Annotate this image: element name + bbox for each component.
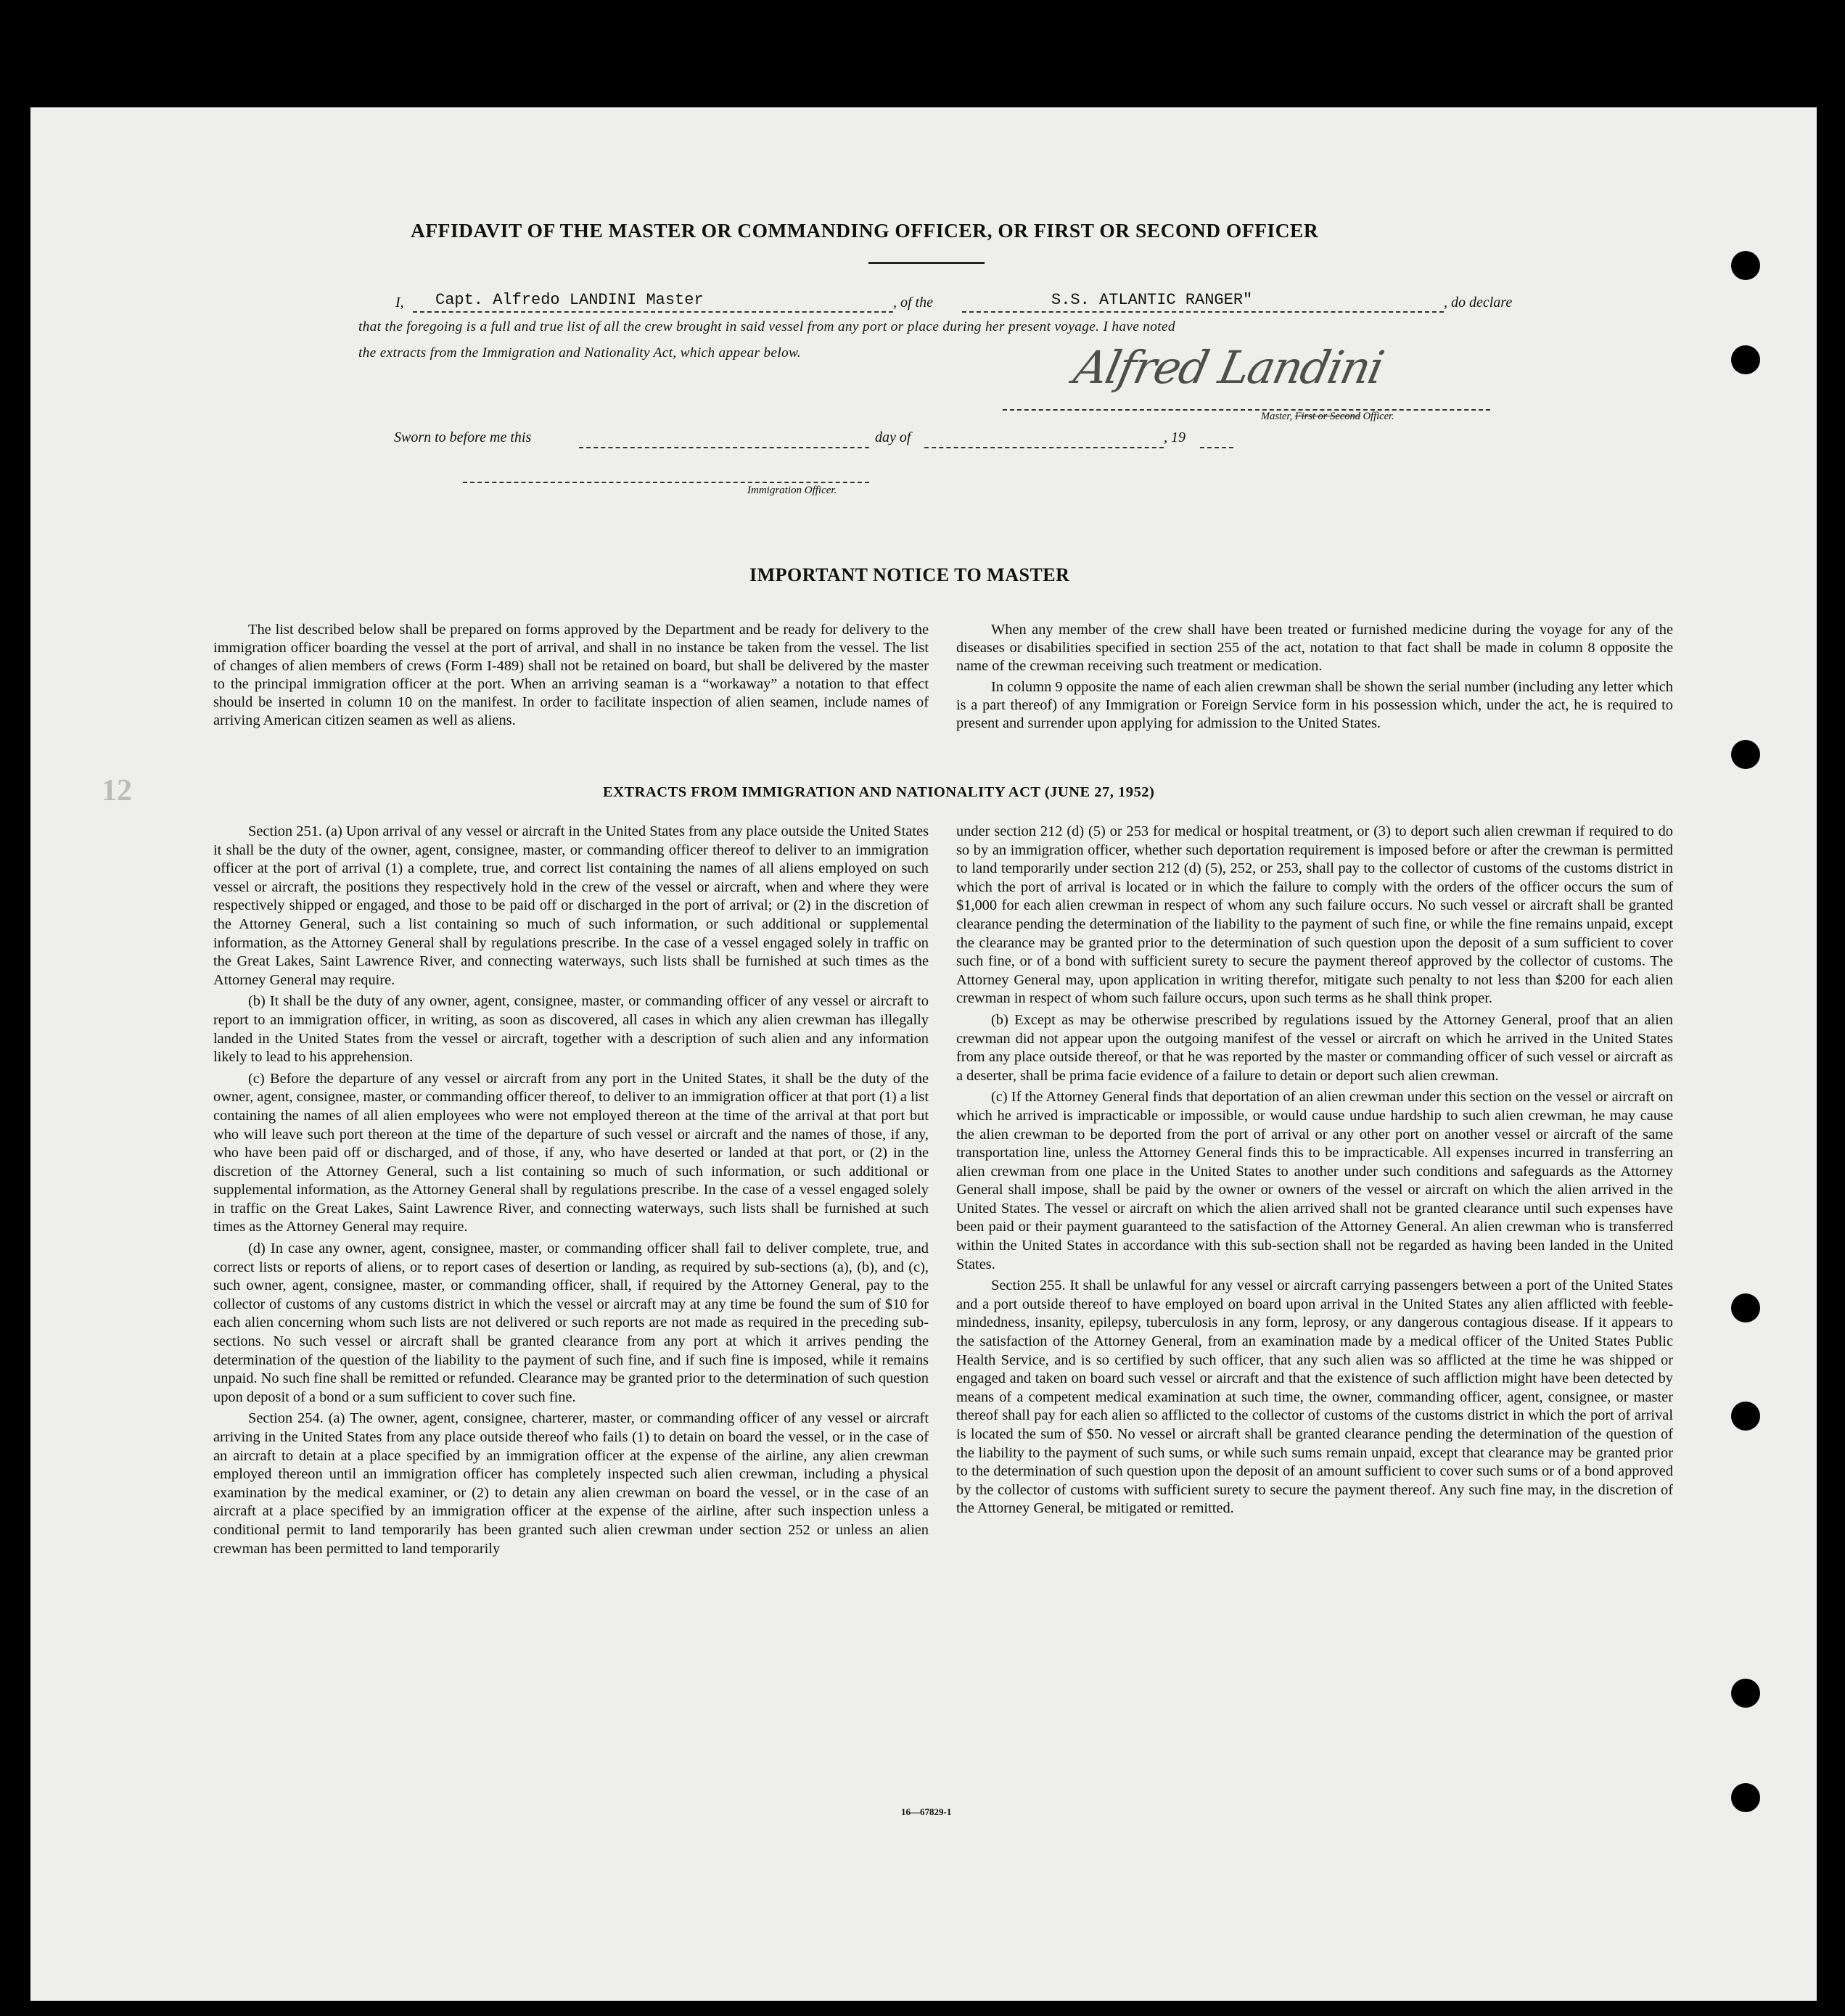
sworn-year-field (1200, 427, 1233, 448)
vessel-name: S.S. ATLANTIC RANGER" (1051, 291, 1253, 309)
punch-hole (1731, 1679, 1760, 1708)
signature-caption-struck: First or Second (1294, 411, 1360, 422)
notice-left-text (213, 621, 929, 733)
notice-right-paragraph-1: When any member of the crew shall have been treated or furnished medicine during the voyage for any of the diseases or disabilities specified in section 255 of the act, notation to that fact shall be made in column 8 opposite the name of the crewman receiving such treatment or medication. (956, 622, 1673, 674)
punch-hole (1731, 345, 1760, 374)
margin-mark: 12 (102, 774, 132, 807)
immigration-officer-line (463, 467, 869, 483)
notice-left-paragraph: The list described below shall be prepared on forms approved by the Department and be ready for delivery to the immigration officer boarding the vessel at the port of arrival, and shall in no instance be taken from the vessel. The list of changes of alien members of crews (Form I-489) shall not be retained on board, but shall be delivered by the master to the principal immigration officer at the port. When an arriving seaman is a “workaway” a notation to that effect should be inserted in column 10 on the manifest. In order to facilitate inspection of alien seamen, include names of arriving American citizen seamen as well as aliens. (213, 622, 929, 728)
day-of-label: day of (875, 429, 911, 445)
section-251-a: Section 251. (a) Upon arrival of any vessel or aircraft in the United States from any place outside the United States it shall be the duty of the owner, agent, consignee, master, or commanding officer thereof to deliver to an immigration officer at the port of arrival (1) a complete, true, and correct list containing the names of all aliens employed on such vessel or aircraft, the positions they respectively hold in the crew of the vessel or aircraft, when and where they were respectively shipped or engaged, and those to be paid off or discharged in the port of arrival; or (2) in the discretion of the Attorney General, such a list containing so much of such information, or such additional or supplemental information, as the Attorney General shall by regulations prescribe. In the case of a vessel engaged solely in traffic on the Great Lakes, Saint Lawrence River, and connecting waterways, such lists shall be furnished at such times as the Attorney General may require. (213, 823, 929, 988)
extracts-left-column (213, 823, 929, 1561)
sworn-date-field (579, 427, 869, 448)
title-rule (868, 262, 985, 264)
section-254-a: Section 254. (a) The owner, agent, consignee, charterer, master, or commanding officer of any vessel or aircraft arriving in the United States from any place outside thereof who fails (1) to detain on board the vessel, or in the case of an aircraft to detain at a place specified by an immigration officer at the expense of the airline, any alien crewman employed thereon until an immigration officer has completely inspected such alien crewman, including a physical examination by the medical examiner, or (2) to detain any alien crewman on board the vessel, or in the case of an aircraft at a place specified by an immigration officer at the expense of the airline, after such inspection unless a conditional permit to land temporarily has been granted such alien crewman under section 252 or unless an alien crewman has been permitted to land temporarily (213, 1410, 929, 1557)
statement-line-1: that the foregoing is a full and true list of all the crew brought in said vessel from any port or place during her present voyage. I have noted (358, 319, 1175, 334)
form-number: 16—67829-1 (901, 1806, 952, 1817)
punch-hole (1731, 1293, 1760, 1322)
document-page (30, 107, 1817, 2001)
affidavit-title: AFFIDAVIT OF THE MASTER OR COMMANDING OFFICER, OR FIRST OR SECOND OFFICER (411, 219, 1319, 242)
notice-right-text (956, 621, 1673, 736)
signature-caption-prefix: Master, (1261, 411, 1295, 422)
signature-caption-suffix: Officer. (1360, 411, 1394, 422)
i-label: I, (395, 295, 404, 310)
punch-hole (1731, 1783, 1760, 1812)
section-254-c: (c) If the Attorney General finds that deportation of an alien crewman under this section on the vessel or aircraft on which he arrived is impracticable or impossible, or would cause undue hardship to such alien crewman, he may cause the alien crewman to be deported from the port of arrival or any other port on another vessel or aircraft of the same transportation line, unless the Attorney General finds this to be impracticable. All expenses incurred in transferring an alien crewman from one place in the United States to another under such conditions and safeguards as the Attorney General shall impose, shall be paid by the owner or owners of the vessel or aircraft on which the alien arrived in the United States. The vessel or aircraft on which the alien arrived shall not be granted clearance until such expenses have been paid or their payment guaranteed to the satisfaction of the Attorney General. An alien crewman who is transferred within the United States in accordance with this sub-section shall not be regarded as having been landed in the United States. (956, 1089, 1673, 1272)
extracts-right-column (956, 823, 1673, 1521)
year-label: , 19 (1164, 429, 1186, 445)
section-254-b: (b) Except as may be otherwise prescribed by regulations issued by the Attorney General, proof that an alien crewman did not appear upon the outgoing manifest of the vessel or aircraft on which he arrived in the United States from any place outside thereof, or that he was reported by the master or commanding officer of such vessel or aircraft as a deserter, shall be prima facie evidence of a failure to detain or deport such alien crewman. (956, 1011, 1673, 1084)
signature: Alfred Landini (1069, 341, 1388, 394)
section-251-c: (c) Before the departure of any vessel or aircraft from any port in the United States, it shall be the duty of the owner, agent, consignee, master, or commanding officer thereof, to deliver to an immigration officer at that port (1) a list containing the names of all alien employees who were not employed thereon at the time of the arrival at that port but who will leave such port thereon at the time of the departure of such vessel or aircraft and the names of those, if any, who have been paid off or discharged, and of those, if any, who have deserted or landed at that port, or (2) in the discretion of the Attorney General, such a list containing so much of such information, or such additional or supplemental information, as the Attorney General shall by regulations prescribe. In the case of a vessel engaged solely in traffic on the Great Lakes, Saint Lawrence River, and connecting waterways, such lists shall be furnished at such times as the Attorney General may require. (213, 1070, 929, 1235)
immigration-officer-caption: Immigration Officer. (747, 485, 837, 496)
punch-hole (1731, 740, 1760, 769)
sworn-label: Sworn to before me this (394, 429, 532, 445)
signature-caption (1261, 411, 1394, 423)
section-255: Section 255. It shall be unlawful for any vessel or aircraft carrying passengers between a port of the United States and a port outside thereof to have employed on board upon arrival in the United States any alien afflicted with feeble-mindedness, insanity, epilepsy, tuberculosis in any form, leprosy, or any dangerous contagious disease. If it appears to the satisfaction of the Attorney General, from an examination made by a medical officer of the United States Public Health Service, and is so certified by such officer, that any such alien was so afflicted at the time he was shipped or engaged and taken on board such vessel or aircraft and that the existence of such affliction might have been detected by means of a competent medical examination at such time, the owner, commanding officer, agent, consignee, or master thereof shall pay for each alien so afflicted to the collector of customs of the customs district in which the port of arrival is located the sum of $50. No vessel or aircraft shall be granted clearance pending the determination of the question of the liability to the payment of such sums, or while such sums remain unpaid, except that clearance may be granted prior to the determination of such question upon the deposit of an amount sufficient to cover such sums or of a bond approved by the collector of customs with sufficient surety to secure the payment thereof. Any such fine may, in the discretion of the Attorney General, be mitigated or remitted. (956, 1278, 1673, 1517)
notice-right-paragraph-2: In column 9 opposite the name of each alien crewman shall be shown the serial number (including any letter which is a part thereof) of any Immigration or Foreign Service form in his possession which, under the act, he is required to present and surrender upon applying for admission to the United States. (956, 679, 1673, 731)
section-254-a-continued: under section 212 (d) (5) or 253 for medical or hospital treatment, or (3) to deport such alien crewman if required to do so by an immigration officer, whether such deportation requirement is imposed before or after the crewman is permitted to land temporarily under section 212 (d) (5), 252, or 253, shall pay to the collector of customs of the customs district in which the port of arrival is located or in which the failure to comply with the orders of the officer occurs the sum of $1,000 for each alien crewman in respect of whom any such failure occurs. No such vessel or aircraft shall be granted clearance pending the determination of the liability to the payment of such fine, or while the fine remains unpaid, except the clearance may be granted prior to the determination of such question upon the deposit of a sum sufficient to cover such fine, or of a bond with sufficient surety to secure the payment thereof approved by the collector of customs. The Attorney General may, upon application in writing therefor, mitigate such penalty to not less than $200 for each alien crewman in respect of whom such failure occurs, upon such terms as he shall think proper. (956, 823, 1673, 1007)
declarant-name: Capt. Alfredo LANDINI Master (435, 291, 704, 309)
section-251-b: (b) It shall be the duty of any owner, agent, consignee, master, or commanding officer of any vessel or aircraft to report to an immigration officer, in writing, as soon as discovered, all cases in which any alien crewman has illegally landed in the United States from the vessel or aircraft, together with a description of such alien and any information likely to lead to his apprehension. (213, 993, 929, 1066)
punch-hole (1731, 251, 1760, 280)
extracts-title: EXTRACTS FROM IMMIGRATION AND NATIONALITY ACT (JUNE 27, 1952) (603, 784, 1155, 800)
notice-title: IMPORTANT NOTICE TO MASTER (749, 564, 1070, 585)
section-251-d: (d) In case any owner, agent, consignee, master, or commanding officer shall fail to deliver complete, true, and correct lists or reports of aliens, or to report cases of desertion or landing, as required by sub-sections (a), (b), and (c), such owner, agent, consignee, master, or commanding officer, shall, if required by the Attorney General, pay to the collector of customs of any customs district in which the vessel or aircraft may at any time be found the sum of $10 for each alien concerning whom such lists are not delivered or such reports are not made as required in the preceding sub-sections. No such vessel or aircraft shall be granted clearance from any port at which it arrives pending the determination of the question of the liability to the payment of such fine, and if such fine is imposed, while it remains unpaid. No such fine shall be remitted or refunded. Clearance may be granted prior to the determination of such question upon deposit of a bond or a sum sufficient to cover such fine. (213, 1241, 929, 1405)
statement-line-2: the extracts from the Immigration and Nationality Act, which appear below. (358, 345, 801, 361)
of-the-label: , of the (893, 295, 933, 310)
punch-hole (1731, 1402, 1760, 1431)
sworn-month-field (924, 427, 1164, 448)
do-declare-label: , do declare (1444, 295, 1513, 310)
